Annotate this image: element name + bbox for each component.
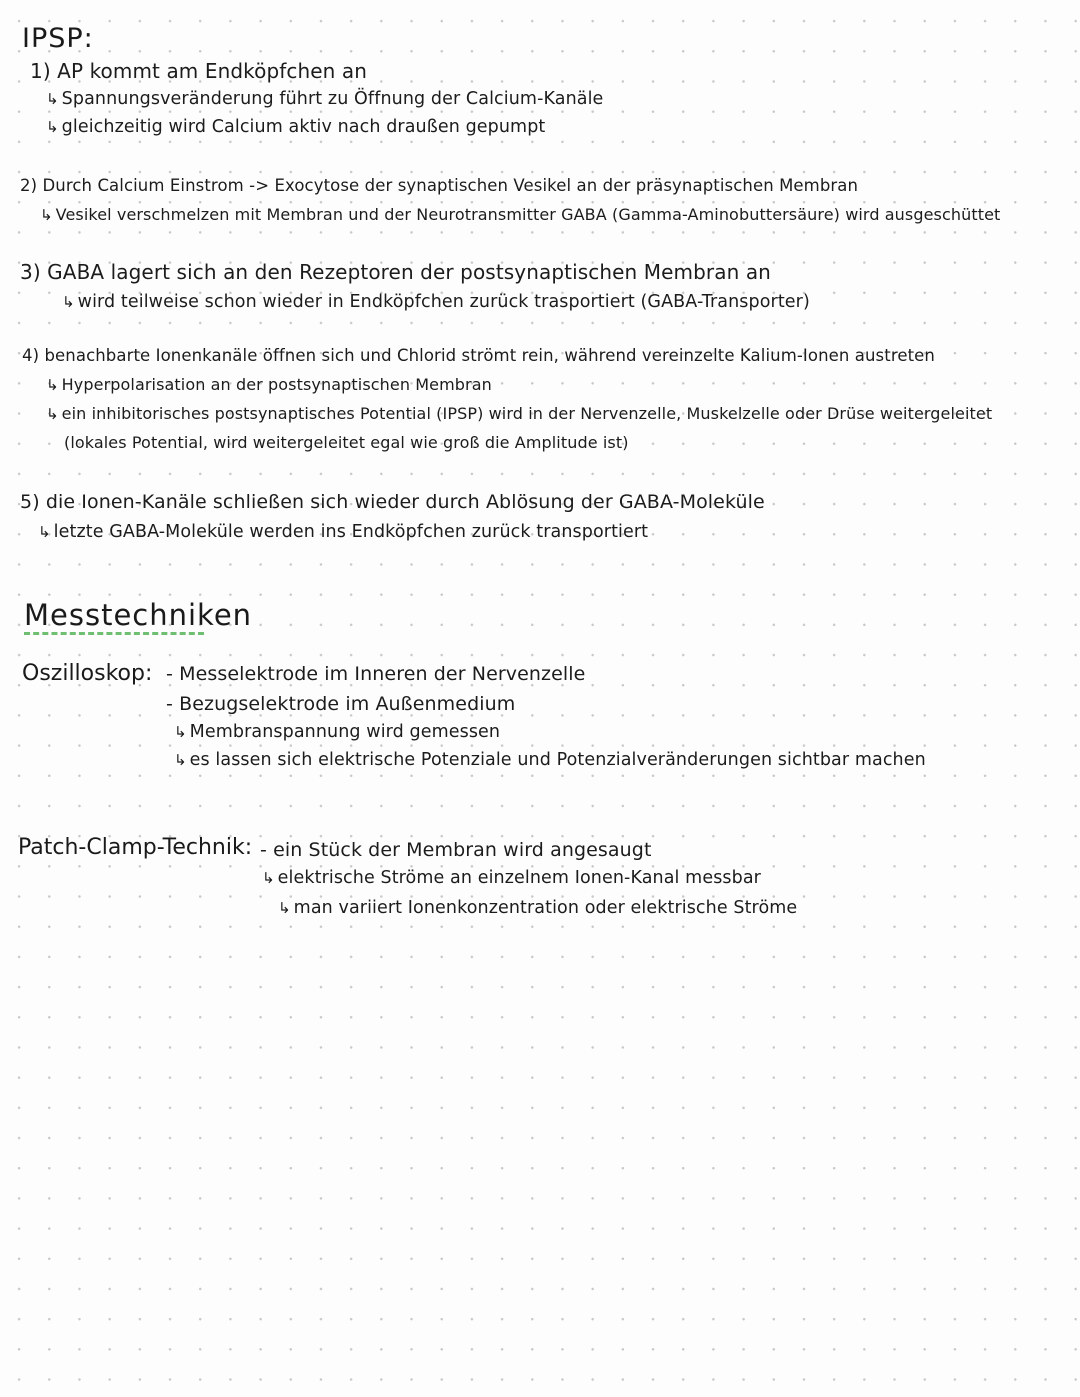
step-4-sub-3: (lokales Potential, wird weitergeleitet egal wie groß die Amplitude ist) — [64, 433, 629, 452]
step-1-sub-2 — [46, 115, 545, 139]
oszilloskop-item-2: - Bezugselektrode im Außenmedium — [166, 693, 516, 715]
step-2-text: 2) Durch Calcium Einstrom -> Exocytose der synaptischen Vesikel an der präsynaptischen Membran — [20, 176, 859, 195]
patch-clamp-sub-1-text: elektrische Ströme an einzelnem Ionen-Kanal messbar — [277, 868, 761, 888]
step-1-sub-2-text: gleichzeitig wird Calcium aktiv nach draußen gepumpt — [61, 117, 546, 137]
step-4-sub-1 — [46, 373, 492, 397]
oszilloskop-sub-2 — [174, 748, 926, 772]
arrow-icon: ↳ — [46, 405, 59, 423]
step-3-sub-1 — [62, 290, 810, 314]
arrow-icon: ↳ — [46, 90, 59, 108]
section-heading-messtechniken: Messtechniken — [24, 598, 253, 632]
arrow-icon: ↳ — [174, 751, 187, 769]
step-4-sub-2-text: ein inhibitorisches postsynaptisches Potential (IPSP) wird in der Nervenzelle, Muskelzelle oder Drüse weitergeleitet — [61, 404, 993, 423]
step-5-text: 5) die Ionen-Kanäle schließen sich wieder durch Ablösung der GABA-Moleküle — [20, 491, 765, 513]
arrow-icon: ↳ — [262, 869, 275, 887]
arrow-icon: ↳ — [174, 723, 187, 741]
patch-clamp-sub-1 — [262, 866, 761, 890]
step-2-sub-1 — [40, 203, 1000, 227]
heading-underline — [24, 632, 204, 635]
step-3-sub-1-text: wird teilweise schon wieder in Endköpfchen zurück trasportiert (GABA-Transporter) — [77, 292, 810, 312]
step-4-sub-1-text: Hyperpolarisation an der postsynaptischen Membran — [61, 375, 492, 394]
oszilloskop-sub-2-text: es lassen sich elektrische Potenziale und Potenzialveränderungen sichtbar machen — [189, 750, 926, 770]
step-5-sub-1 — [38, 520, 648, 544]
oszilloskop-item-1: - Messelektrode im Inneren der Nervenzelle — [166, 663, 586, 685]
step-4-text: 4) benachbarte Ionenkanäle öffnen sich und Chlorid strömt rein, während vereinzelte Kalium-Ionen austreten — [22, 346, 935, 365]
step-1-sub-1 — [46, 87, 603, 111]
step-5-sub-1-text: letzte GABA-Moleküle werden ins Endköpfchen zurück transportiert — [53, 522, 649, 542]
arrow-icon: ↳ — [62, 293, 75, 311]
arrow-icon: ↳ — [46, 376, 59, 394]
arrow-icon: ↳ — [278, 899, 291, 917]
patch-clamp-sub-2 — [278, 896, 797, 920]
step-4-sub-2 — [46, 402, 992, 426]
step-2-sub-1-text: Vesikel verschmelzen mit Membran und der Neurotransmitter GABA (Gamma-Aminobuttersäure) wird ausgeschüttet — [55, 205, 1001, 224]
ipsp-title: IPSP: — [22, 23, 94, 54]
arrow-icon: ↳ — [38, 523, 51, 541]
patch-clamp-item-1: - ein Stück der Membran wird angesaugt — [260, 839, 652, 861]
patch-clamp-label: Patch-Clamp-Technik: — [18, 835, 253, 860]
oszilloskop-label: Oszilloskop: — [22, 661, 153, 686]
step-1-sub-1-text: Spannungsveränderung führt zu Öffnung der Calcium-Kanäle — [61, 89, 604, 109]
arrow-icon: ↳ — [40, 206, 53, 224]
step-3-text: 3) GABA lagert sich an den Rezeptoren der postsynaptischen Membran an — [20, 260, 771, 284]
oszilloskop-sub-1 — [174, 720, 500, 744]
step-1-text: 1) AP kommt am Endköpfchen an — [30, 59, 368, 83]
oszilloskop-sub-1-text: Membranspannung wird gemessen — [189, 722, 501, 742]
patch-clamp-sub-2-text: man variiert Ionenkonzentration oder elektrische Ströme — [293, 898, 798, 918]
arrow-icon: ↳ — [46, 118, 59, 136]
